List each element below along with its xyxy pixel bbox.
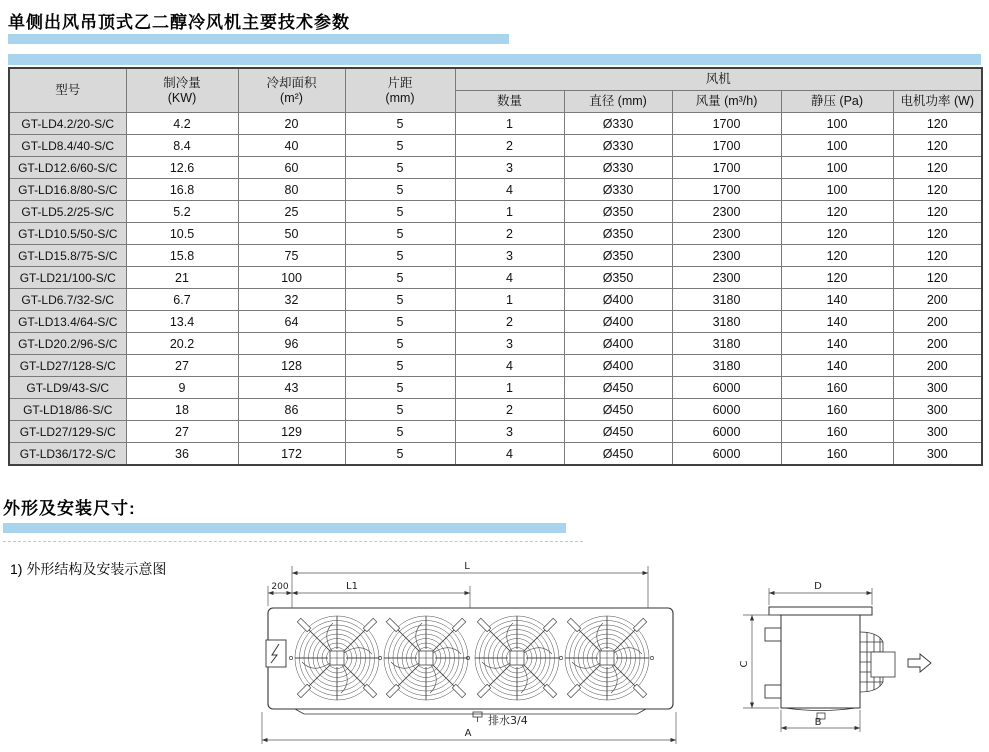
model-cell: GT-LD9/43-S/C <box>9 377 126 399</box>
value-cell: 140 <box>781 333 893 355</box>
value-cell: 20 <box>238 113 345 135</box>
model-cell: GT-LD16.8/80-S/C <box>9 179 126 201</box>
table-row <box>9 201 982 223</box>
col-header-fan-qty: 数量 <box>455 91 564 113</box>
value-cell: Ø450 <box>564 421 672 443</box>
value-cell: 6000 <box>672 443 781 466</box>
model-cell: GT-LD20.2/96-S/C <box>9 333 126 355</box>
model-cell: GT-LD6.7/32-S/C <box>9 289 126 311</box>
dimensions-section-title: 外形及安装尺寸: <box>3 499 136 518</box>
value-cell: Ø330 <box>564 113 672 135</box>
table-row <box>9 421 982 443</box>
value-cell: 160 <box>781 421 893 443</box>
value-cell: 300 <box>893 443 982 466</box>
value-cell: 6000 <box>672 399 781 421</box>
value-cell: Ø330 <box>564 135 672 157</box>
value-cell: 2 <box>455 135 564 157</box>
table-row <box>9 245 982 267</box>
dim-label-C: C <box>739 660 750 668</box>
col-header-model: 型号 <box>9 68 126 113</box>
header-row-1 <box>9 68 982 91</box>
value-cell: 120 <box>893 157 982 179</box>
value-cell: 5 <box>345 377 455 399</box>
dim-label-B: B <box>814 717 822 728</box>
value-cell: 5 <box>345 157 455 179</box>
value-cell: 5 <box>345 333 455 355</box>
value-cell: 5 <box>345 245 455 267</box>
value-cell: 100 <box>238 267 345 289</box>
value-cell: 5 <box>345 267 455 289</box>
value-cell: 120 <box>781 267 893 289</box>
value-cell: 3180 <box>672 333 781 355</box>
value-cell: 27 <box>126 355 238 377</box>
value-cell: 1 <box>455 289 564 311</box>
value-cell: 120 <box>781 245 893 267</box>
drain-label: 排水3/4 <box>488 714 528 727</box>
table-row <box>9 399 982 421</box>
value-cell: 5 <box>345 421 455 443</box>
value-cell: 129 <box>238 421 345 443</box>
installation-diagram <box>240 552 989 752</box>
value-cell: 120 <box>893 223 982 245</box>
model-cell: GT-LD10.5/50-S/C <box>9 223 126 245</box>
table-row <box>9 267 982 289</box>
value-cell: Ø330 <box>564 157 672 179</box>
value-cell: 1 <box>455 377 564 399</box>
value-cell: 2 <box>455 311 564 333</box>
value-cell: 5 <box>345 399 455 421</box>
value-cell: 120 <box>893 267 982 289</box>
table-row <box>9 355 982 377</box>
col-header-cooling-capacity: 制冷量 (KW) <box>126 68 238 113</box>
value-cell: 3180 <box>672 289 781 311</box>
value-cell: 2300 <box>672 245 781 267</box>
value-cell: 172 <box>238 443 345 466</box>
model-cell: GT-LD12.6/60-S/C <box>9 157 126 179</box>
dim-label-L1: L1 <box>346 581 358 592</box>
value-cell: 5 <box>345 201 455 223</box>
electrical-box <box>266 640 286 667</box>
fan-motor <box>871 652 895 677</box>
value-cell: 1700 <box>672 179 781 201</box>
value-cell: Ø350 <box>564 267 672 289</box>
value-cell: 43 <box>238 377 345 399</box>
value-cell: 3 <box>455 333 564 355</box>
dim-label-200: 200 <box>271 582 289 592</box>
value-cell: 50 <box>238 223 345 245</box>
value-cell: 5 <box>345 289 455 311</box>
table-accent-bar <box>8 54 981 65</box>
value-cell: 40 <box>238 135 345 157</box>
value-cell: 2 <box>455 399 564 421</box>
value-cell: 13.4 <box>126 311 238 333</box>
value-cell: 21 <box>126 267 238 289</box>
value-cell: Ø350 <box>564 223 672 245</box>
value-cell: Ø400 <box>564 311 672 333</box>
value-cell: 32 <box>238 289 345 311</box>
title-accent-bar <box>8 34 509 44</box>
dimensions-accent-bar <box>3 523 566 533</box>
value-cell: 18 <box>126 399 238 421</box>
dim-label-L: L <box>464 561 470 572</box>
specs-table <box>8 67 983 466</box>
value-cell: 200 <box>893 311 982 333</box>
value-cell: 2 <box>455 223 564 245</box>
value-cell: 3180 <box>672 311 781 333</box>
value-cell: 140 <box>781 355 893 377</box>
figure-label: 1) 外形结构及安装示意图 <box>10 561 167 577</box>
value-cell: 140 <box>781 311 893 333</box>
value-cell: 75 <box>238 245 345 267</box>
table-row <box>9 223 982 245</box>
value-cell: 300 <box>893 377 982 399</box>
value-cell: 120 <box>893 135 982 157</box>
value-cell: Ø350 <box>564 245 672 267</box>
value-cell: 36 <box>126 443 238 466</box>
value-cell: 4 <box>455 443 564 466</box>
value-cell: 64 <box>238 311 345 333</box>
dim-label-D: D <box>814 581 822 592</box>
value-cell: 5 <box>345 135 455 157</box>
value-cell: 5 <box>345 443 455 466</box>
model-cell: GT-LD8.4/40-S/C <box>9 135 126 157</box>
value-cell: Ø400 <box>564 289 672 311</box>
value-cell: 200 <box>893 289 982 311</box>
model-cell: GT-LD27/128-S/C <box>9 355 126 377</box>
value-cell: Ø450 <box>564 443 672 466</box>
value-cell: 200 <box>893 333 982 355</box>
value-cell: 16.8 <box>126 179 238 201</box>
value-cell: 60 <box>238 157 345 179</box>
value-cell: 4.2 <box>126 113 238 135</box>
value-cell: 6.7 <box>126 289 238 311</box>
table-row <box>9 377 982 399</box>
value-cell: 8.4 <box>126 135 238 157</box>
value-cell: 160 <box>781 443 893 466</box>
value-cell: 160 <box>781 377 893 399</box>
model-cell: GT-LD36/172-S/C <box>9 443 126 466</box>
value-cell: 6000 <box>672 421 781 443</box>
value-cell: 5 <box>345 113 455 135</box>
value-cell: Ø400 <box>564 355 672 377</box>
col-header-cooling-area: 冷却面积 (m²) <box>238 68 345 113</box>
value-cell: 5 <box>345 223 455 245</box>
value-cell: 120 <box>893 245 982 267</box>
drain-fitting <box>473 712 482 722</box>
value-cell: 25 <box>238 201 345 223</box>
value-cell: 1 <box>455 201 564 223</box>
value-cell: 4 <box>455 355 564 377</box>
dim-label-A: A <box>464 728 472 739</box>
table-row <box>9 289 982 311</box>
model-cell: GT-LD5.2/25-S/C <box>9 201 126 223</box>
col-header-fan-static-pressure: 静压 (Pa) <box>781 91 893 113</box>
value-cell: 1700 <box>672 157 781 179</box>
value-cell: Ø400 <box>564 333 672 355</box>
value-cell: 80 <box>238 179 345 201</box>
value-cell: 1 <box>455 113 564 135</box>
table-row <box>9 443 982 466</box>
value-cell: 300 <box>893 421 982 443</box>
value-cell: 12.6 <box>126 157 238 179</box>
value-cell: 2300 <box>672 267 781 289</box>
model-cell: GT-LD21/100-S/C <box>9 267 126 289</box>
value-cell: 128 <box>238 355 345 377</box>
value-cell: Ø450 <box>564 377 672 399</box>
value-cell: 3 <box>455 245 564 267</box>
value-cell: 160 <box>781 399 893 421</box>
value-cell: 140 <box>781 289 893 311</box>
col-header-fan-motor-power: 电机功率 (W) <box>893 91 982 113</box>
side-view-fan-shroud <box>860 632 895 692</box>
value-cell: 3 <box>455 157 564 179</box>
value-cell: 100 <box>781 179 893 201</box>
model-cell: GT-LD15.8/75-S/C <box>9 245 126 267</box>
value-cell: 1700 <box>672 113 781 135</box>
value-cell: 27 <box>126 421 238 443</box>
model-cell: GT-LD27/129-S/C <box>9 421 126 443</box>
value-cell: 100 <box>781 113 893 135</box>
value-cell: 120 <box>893 201 982 223</box>
value-cell: 6000 <box>672 377 781 399</box>
table-row <box>9 157 982 179</box>
value-cell: 200 <box>893 355 982 377</box>
value-cell: 5 <box>345 179 455 201</box>
col-header-fan-airflow: 风量 (m³/h) <box>672 91 781 113</box>
value-cell: 1700 <box>672 135 781 157</box>
airflow-arrow-icon <box>908 654 931 672</box>
value-cell: 300 <box>893 399 982 421</box>
col-header-fan-group: 风机 <box>455 68 982 91</box>
table-row <box>9 333 982 355</box>
value-cell: 120 <box>893 113 982 135</box>
table-row <box>9 179 982 201</box>
value-cell: 5 <box>345 355 455 377</box>
value-cell: Ø330 <box>564 179 672 201</box>
value-cell: Ø350 <box>564 201 672 223</box>
value-cell: 2300 <box>672 201 781 223</box>
front-view-fans <box>295 616 649 700</box>
value-cell: 15.8 <box>126 245 238 267</box>
value-cell: 9 <box>126 377 238 399</box>
value-cell: 5 <box>345 311 455 333</box>
table-row <box>9 113 982 135</box>
side-view-body <box>765 607 872 719</box>
value-cell: 100 <box>781 135 893 157</box>
value-cell: 5.2 <box>126 201 238 223</box>
table-row <box>9 135 982 157</box>
value-cell: 96 <box>238 333 345 355</box>
table-row <box>9 311 982 333</box>
value-cell: 2300 <box>672 223 781 245</box>
value-cell: 100 <box>781 157 893 179</box>
col-header-fan-diameter: 直径 (mm) <box>564 91 672 113</box>
model-cell: GT-LD13.4/64-S/C <box>9 311 126 333</box>
value-cell: 20.2 <box>126 333 238 355</box>
specs-table-body <box>9 113 982 466</box>
value-cell: 120 <box>781 223 893 245</box>
value-cell: 4 <box>455 179 564 201</box>
value-cell: 120 <box>781 201 893 223</box>
value-cell: 120 <box>893 179 982 201</box>
value-cell: Ø450 <box>564 399 672 421</box>
value-cell: 86 <box>238 399 345 421</box>
col-header-fin-spacing: 片距 (mm) <box>345 68 455 113</box>
dashed-separator <box>3 541 583 542</box>
value-cell: 4 <box>455 267 564 289</box>
page-title: 单侧出风吊顶式乙二醇冷风机主要技术参数 <box>8 13 350 32</box>
model-cell: GT-LD4.2/20-S/C <box>9 113 126 135</box>
model-cell: GT-LD18/86-S/C <box>9 399 126 421</box>
value-cell: 3 <box>455 421 564 443</box>
value-cell: 10.5 <box>126 223 238 245</box>
value-cell: 3180 <box>672 355 781 377</box>
